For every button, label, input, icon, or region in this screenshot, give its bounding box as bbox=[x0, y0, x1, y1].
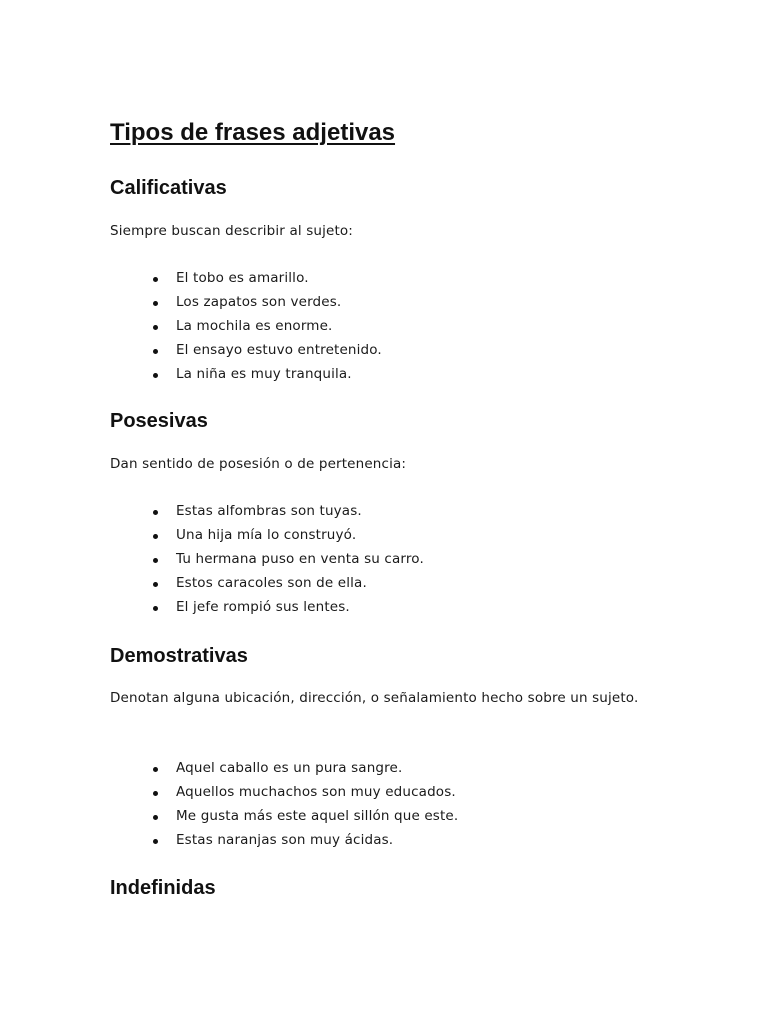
bullet-list-demostrativas bbox=[110, 756, 458, 852]
list-item bbox=[110, 266, 382, 290]
list-item bbox=[110, 290, 382, 314]
list-item bbox=[110, 780, 458, 804]
list-item-text: Los zapatos son verdes. bbox=[176, 294, 342, 310]
bullet-icon bbox=[153, 791, 158, 796]
list-item bbox=[110, 828, 458, 852]
list-item-text: Una hija mía lo construyó. bbox=[176, 527, 357, 543]
list-item bbox=[110, 362, 382, 386]
bullet-icon bbox=[153, 582, 158, 587]
bullet-icon bbox=[153, 606, 158, 611]
list-item-text: El jefe rompió sus lentes. bbox=[176, 599, 350, 615]
bullet-icon bbox=[153, 767, 158, 772]
list-item-text: La niña es muy tranquila. bbox=[176, 366, 352, 382]
list-item bbox=[110, 338, 382, 362]
bullet-icon bbox=[153, 277, 158, 282]
section-description-calificativas: Siempre buscan describir al sujeto: bbox=[110, 223, 354, 239]
list-item bbox=[110, 523, 424, 547]
list-item-text: Estas alfombras son tuyas. bbox=[176, 503, 362, 519]
list-item bbox=[110, 595, 424, 619]
list-item-text: El tobo es amarillo. bbox=[176, 270, 309, 286]
bullet-icon bbox=[153, 349, 158, 354]
section-heading-posesivas: Posesivas bbox=[110, 410, 208, 432]
bullet-icon bbox=[153, 815, 158, 820]
list-item bbox=[110, 571, 424, 595]
document-page bbox=[110, 0, 658, 1024]
list-item-text: La mochila es enorme. bbox=[176, 318, 333, 334]
document-title: Tipos de frases adjetivas bbox=[110, 119, 396, 146]
bullet-icon bbox=[153, 558, 158, 563]
bullet-icon bbox=[153, 534, 158, 539]
section-heading-indefinidas: Indefinidas bbox=[110, 877, 216, 899]
list-item bbox=[110, 499, 424, 523]
list-item bbox=[110, 314, 382, 338]
bullet-list-calificativas bbox=[110, 266, 382, 386]
bullet-icon bbox=[153, 510, 158, 515]
section-description-demostrativas: Denotan alguna ubicación, dirección, o señalamiento hecho sobre un sujeto. bbox=[110, 690, 639, 706]
section-description-posesivas: Dan sentido de posesión o de pertenencia: bbox=[110, 456, 407, 472]
list-item-text: Tu hermana puso en venta su carro. bbox=[176, 551, 424, 567]
bullet-icon bbox=[153, 373, 158, 378]
bullet-icon bbox=[153, 839, 158, 844]
list-item-text: Aquellos muchachos son muy educados. bbox=[176, 784, 456, 800]
section-heading-calificativas: Calificativas bbox=[110, 177, 227, 199]
list-item-text: Estos caracoles son de ella. bbox=[176, 575, 367, 591]
bullet-icon bbox=[153, 325, 158, 330]
section-heading-demostrativas: Demostrativas bbox=[110, 645, 248, 667]
list-item bbox=[110, 756, 458, 780]
list-item-text: Aquel caballo es un pura sangre. bbox=[176, 760, 403, 776]
list-item bbox=[110, 547, 424, 571]
list-item-text: Estas naranjas son muy ácidas. bbox=[176, 832, 394, 848]
list-item-text: Me gusta más este aquel sillón que este. bbox=[176, 808, 459, 824]
bullet-icon bbox=[153, 301, 158, 306]
list-item-text: El ensayo estuvo entretenido. bbox=[176, 342, 382, 358]
bullet-list-posesivas bbox=[110, 499, 424, 619]
list-item bbox=[110, 804, 458, 828]
